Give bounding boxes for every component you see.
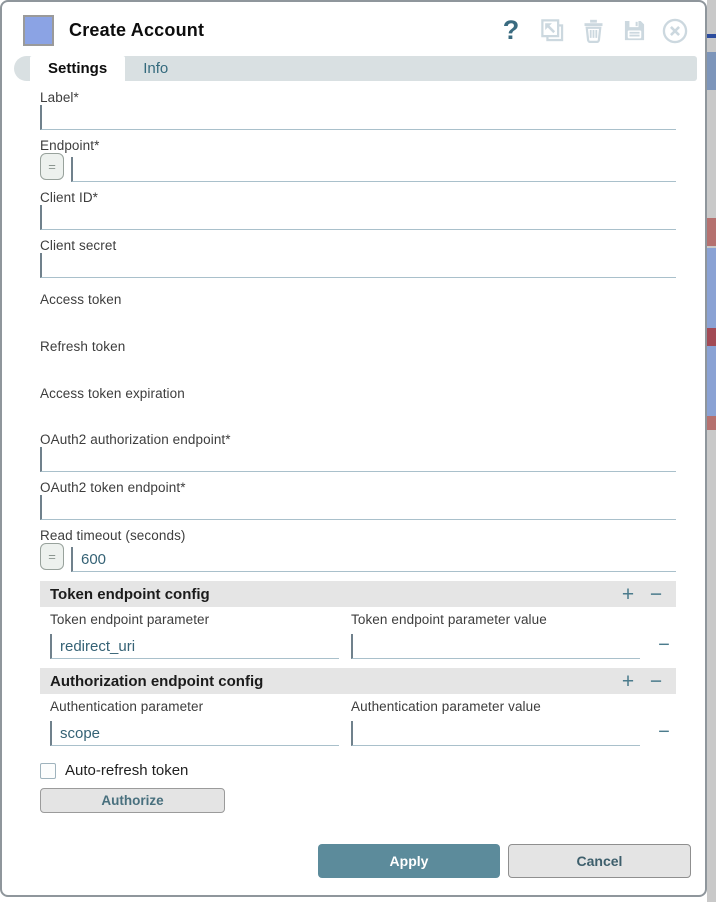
authorization-endpoint-config-title: Authorization endpoint config (50, 672, 264, 690)
read-timeout-group (40, 528, 676, 572)
access-token-field (40, 286, 676, 333)
oauth2-token-endpoint-label: OAuth2 token endpoint* (40, 480, 186, 495)
dialog-header (2, 2, 705, 50)
client-id-field-group (40, 190, 676, 230)
dialog-title: Create Account (69, 20, 205, 40)
authorization-endpoint-config-header (40, 668, 676, 694)
auth-param-column-label: Authentication parameter (50, 699, 204, 714)
token-endpoint-config-body (40, 607, 676, 659)
token-config-add-icon[interactable]: + (621, 582, 635, 606)
help-icon[interactable]: ? (502, 15, 520, 45)
client-id-input[interactable] (40, 205, 676, 230)
background-underlay (707, 0, 716, 902)
read-timeout-input[interactable] (71, 547, 676, 572)
close-icon[interactable] (661, 17, 689, 45)
trash-icon[interactable] (579, 17, 607, 45)
client-secret-field-group (40, 238, 676, 278)
dialog-toolbar (497, 17, 689, 45)
token-param-value-input[interactable] (351, 634, 640, 659)
authorization-endpoint-config-body (40, 694, 676, 746)
tab-settings-label: Settings (48, 60, 108, 77)
read-timeout-expression-toggle[interactable]: = (40, 543, 64, 570)
label-field-group (40, 90, 676, 130)
access-token-expiration-field (40, 380, 676, 427)
token-param-value-column-label: Token endpoint parameter value (351, 612, 547, 627)
tab-bar (14, 56, 697, 81)
tab-settings[interactable] (30, 56, 125, 81)
label-input[interactable] (40, 105, 676, 130)
cancel-button[interactable]: Cancel (508, 844, 691, 878)
apply-button[interactable]: Apply (318, 844, 500, 878)
endpoint-input[interactable] (71, 157, 676, 182)
refresh-token-label: Refresh token (40, 339, 126, 354)
auth-config-add-icon[interactable]: + (621, 669, 635, 693)
label-field-label: Label* (40, 90, 79, 105)
oauth2-authorization-endpoint-label: OAuth2 authorization endpoint* (40, 432, 231, 447)
auth-param-row-remove-icon[interactable]: − (658, 721, 670, 743)
refresh-token-field (40, 333, 676, 380)
token-endpoint-config-header (40, 581, 676, 607)
auto-refresh-row (40, 762, 676, 779)
endpoint-field-label: Endpoint* (40, 138, 100, 153)
export-icon[interactable] (538, 17, 566, 45)
auth-config-remove-icon[interactable]: − (649, 669, 663, 693)
token-param-row (50, 634, 676, 659)
endpoint-expression-toggle[interactable]: = (40, 153, 64, 180)
settings-form (2, 81, 705, 813)
auto-refresh-label: Auto-refresh token (65, 762, 189, 779)
oauth2-token-endpoint-group (40, 480, 676, 520)
endpoint-field-group (40, 138, 676, 182)
token-param-row-remove-icon[interactable]: − (658, 634, 670, 656)
oauth2-authorization-endpoint-group (40, 432, 676, 472)
access-token-expiration-label: Access token expiration (40, 386, 185, 401)
dialog-footer (318, 844, 691, 878)
auth-param-value-column-label: Authentication parameter value (351, 699, 541, 714)
read-timeout-label: Read timeout (seconds) (40, 528, 186, 543)
authorize-button[interactable]: Authorize (40, 788, 225, 813)
tab-info-label: Info (143, 60, 169, 77)
account-type-icon (23, 15, 54, 46)
save-icon[interactable] (620, 17, 648, 45)
client-secret-label: Client secret (40, 238, 117, 253)
token-param-input[interactable] (50, 634, 339, 659)
client-id-label: Client ID* (40, 190, 99, 205)
token-endpoint-config-title: Token endpoint config (50, 585, 210, 603)
auth-param-input[interactable] (50, 721, 339, 746)
oauth2-authorization-endpoint-input[interactable] (40, 447, 676, 472)
auth-param-row (50, 721, 676, 746)
token-param-column-label: Token endpoint parameter (50, 612, 210, 627)
access-token-label: Access token (40, 292, 122, 307)
token-config-remove-icon[interactable]: − (649, 582, 663, 606)
oauth2-token-endpoint-input[interactable] (40, 495, 676, 520)
auto-refresh-checkbox[interactable] (40, 763, 56, 779)
tab-info[interactable] (125, 56, 186, 81)
auth-param-value-input[interactable] (351, 721, 640, 746)
client-secret-input[interactable] (40, 253, 676, 278)
